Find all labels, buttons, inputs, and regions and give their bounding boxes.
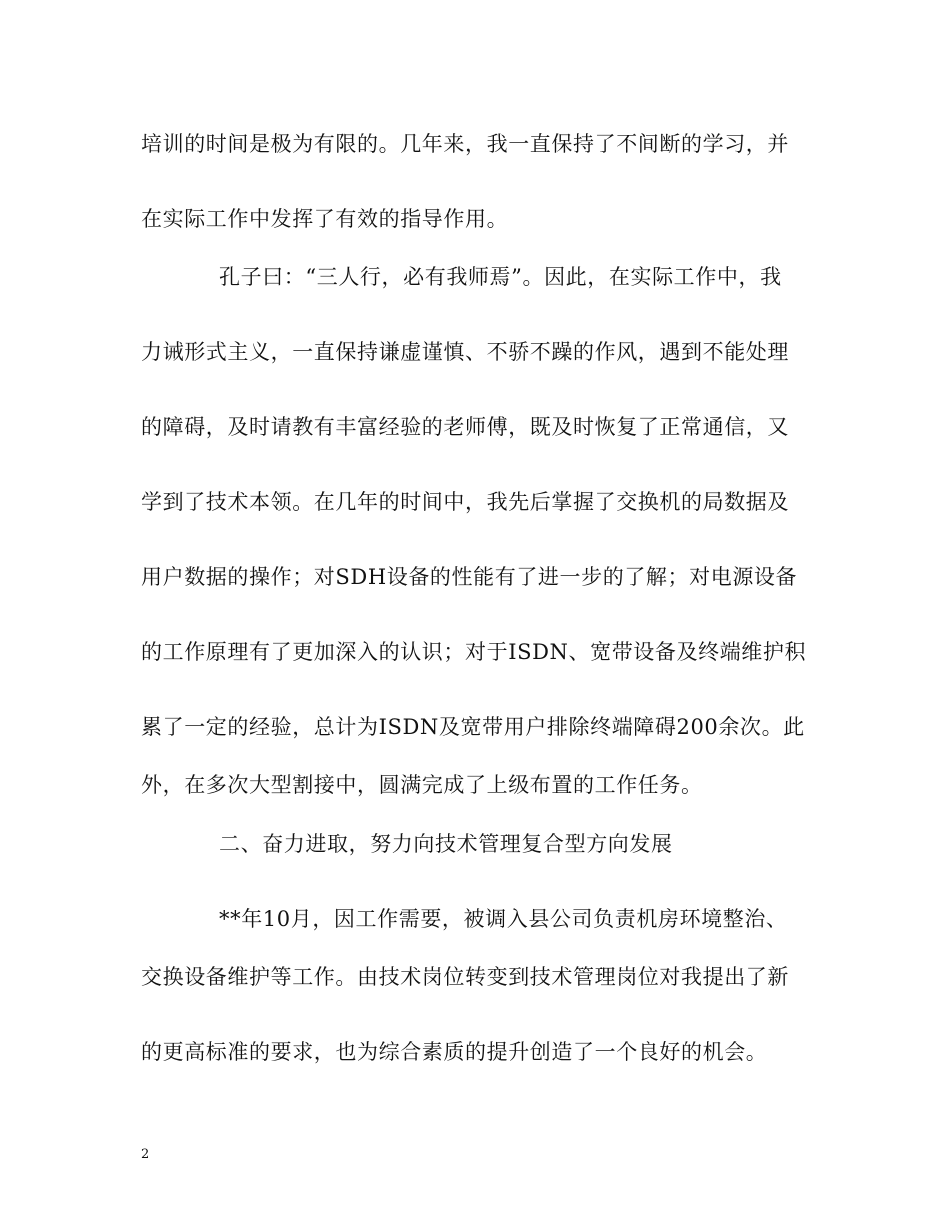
paragraph-line: 的工作原理有了更加深入的认识；对于ISDN、宽带设备及终端维护积	[141, 640, 807, 664]
paragraph-line: 累了一定的经验，总计为ISDN及宽带用户排除终端障碍200余次。此	[141, 715, 805, 739]
paragraph-line: 交换设备维护等工作。由技术岗位转变到技术管理岗位对我提出了新	[141, 965, 789, 989]
paragraph-line: **年10月，因工作需要，被调入县公司负责机房环境整治、	[219, 907, 788, 931]
paragraph-line: 学到了技术本领。在几年的时间中，我先后掌握了交换机的局数据及	[141, 490, 789, 514]
section-heading: 二、奋力进取，努力向技术管理复合型方向发展	[219, 832, 673, 856]
page-number: 2	[141, 1147, 150, 1162]
paragraph-line: 培训的时间是极为有限的。几年来，我一直保持了不间断的学习，并	[141, 132, 789, 156]
paragraph-line: 孔子曰：“三人行，必有我师焉”。因此，在实际工作中，我	[219, 265, 782, 289]
paragraph-line: 力诫形式主义，一直保持谦虚谨慎、不骄不躁的作风，遇到不能处理	[141, 340, 789, 364]
paragraph-line: 在实际工作中发挥了有效的指导作用。	[141, 207, 509, 231]
paragraph-line: 用户数据的操作；对SDH设备的性能有了进一步的了解；对电源设备	[141, 565, 798, 589]
paragraph-line: 外，在多次大型割接中，圆满完成了上级布置的工作任务。	[141, 773, 703, 797]
paragraph-line: 的障碍，及时请教有丰富经验的老师傅，既及时恢复了正常通信，又	[141, 415, 789, 439]
paragraph-line: 的更高标准的要求，也为综合素质的提升创造了一个良好的机会。	[141, 1040, 768, 1064]
